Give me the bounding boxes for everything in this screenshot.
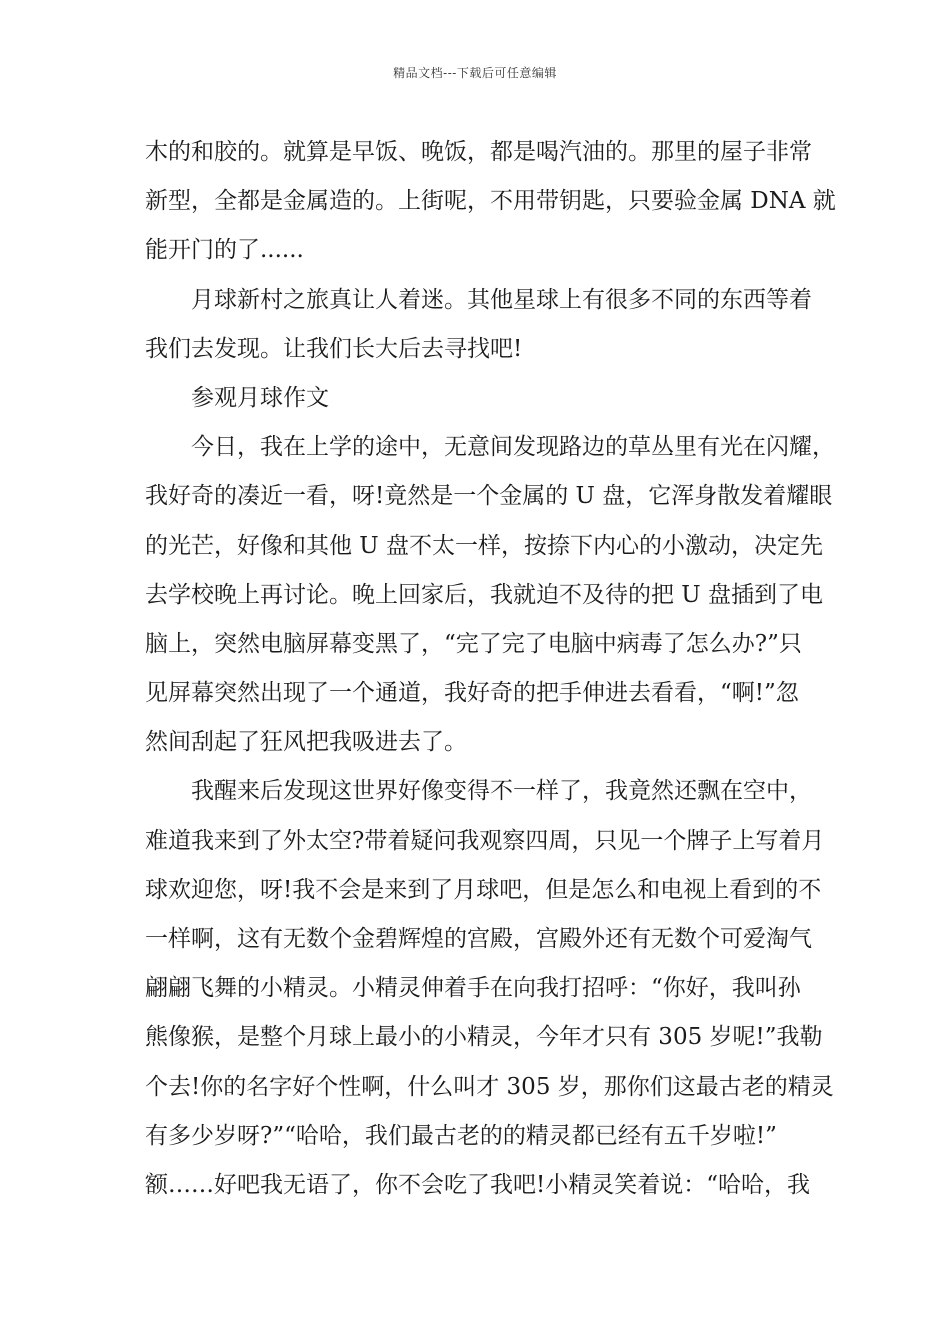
- text-line: 球欢迎您，呀!我不会是来到了月球吧，但是怎么和电视上看到的不: [145, 876, 822, 903]
- text-line: 去学校晚上再讨论。晚上回家后，我就迫不及待的把 U 盘插到了电: [145, 581, 824, 608]
- text-line: 我们去发现。让我们长大后去寻找吧!: [145, 335, 523, 362]
- paragraph-start-line: 我醒来后发现这世界好像变得不一样了，我竟然还飘在空中，: [191, 778, 812, 805]
- section-title: 参观月球作文: [191, 384, 329, 411]
- text-line: 我好奇的凑近一看，呀!竟然是一个金属的 U 盘，它浑身散发着耀眼: [145, 483, 833, 510]
- text-line: 见屏幕突然出现了一个通道，我好奇的把手伸进去看看，“啊!”忽: [145, 680, 799, 707]
- text-line: 翩翩飞舞的小精灵。小精灵伸着手在向我打招呼：“你好，我叫孙: [145, 975, 801, 1002]
- text-line: 的光芒，好像和其他 U 盘不太一样，按捺下内心的小激动，决定先: [145, 532, 824, 559]
- text-line: 新型，全都是金属造的。上街呢，不用带钥匙，只要验金属 DNA 就: [145, 188, 836, 215]
- text-line: 能开门的了......: [145, 237, 304, 264]
- text-line: 个去!你的名字好个性啊，什么叫才 305 岁，那你们这最古老的精灵: [145, 1073, 834, 1100]
- document-body: [145, 128, 836, 1210]
- page-header: 精品文档---下载后可任意编辑: [393, 66, 557, 80]
- paragraph-start-line: 月球新村之旅真让人着迷。其他星球上有很多不同的东西等着: [191, 286, 812, 313]
- text-line: 然间刮起了狂风把我吸进去了。: [145, 729, 467, 756]
- paragraph-start-line: 今日，我在上学的途中，无意间发现路边的草丛里有光在闪耀，: [191, 434, 835, 461]
- text-line: 熊像猴，是整个月球上最小的小精灵，今年才只有 305 岁呢!”我勒: [145, 1024, 823, 1051]
- text-line: 难道我来到了外太空?带着疑问我观察四周，只见一个牌子上写着月: [145, 827, 825, 854]
- text-line: 额……好吧我无语了，你不会吃了我吧!小精灵笑着说：“哈哈，我: [145, 1171, 811, 1198]
- text-line: 一样啊，这有无数个金碧辉煌的宫殿，宫殿外还有无数个可爱淘气: [145, 926, 812, 952]
- text-line: 木的和胶的。就算是早饭、晚饭，都是喝汽油的。那里的屋子非常: [145, 139, 812, 165]
- text-line: 有多少岁呀?”“哈哈，我们最古老的的精灵都已经有五千岁啦!”: [145, 1122, 777, 1149]
- text-line: 脑上，突然电脑屏幕变黑了，“完了完了电脑中病毒了怎么办?”只: [145, 630, 802, 657]
